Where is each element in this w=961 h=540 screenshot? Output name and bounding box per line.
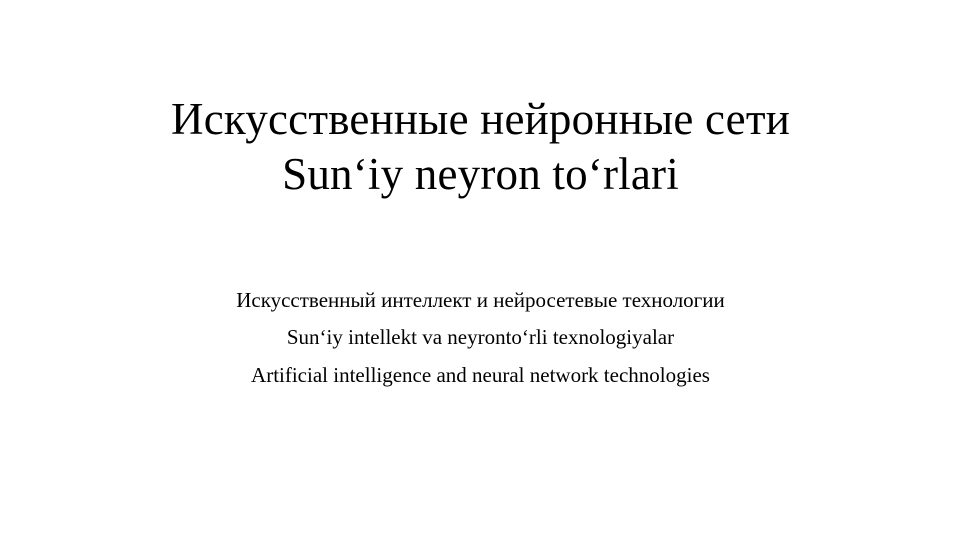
subtitle-line-uzbek: Sun‘iy intellekt va neyronto‘rli texnologiyalar (286, 325, 675, 350)
title-line-uzbek: Sun‘iy neyron to‘rlari (282, 148, 679, 199)
slide-subtitle (0, 282, 961, 394)
slide-title (0, 92, 961, 202)
subtitle-line-english: Artificial intelligence and neural network technologies (251, 362, 710, 387)
subtitle-line-russian: Искусственный интеллект и нейросетевые технологии (236, 288, 725, 312)
title-line-russian: Искусственные нейронные сети (171, 94, 790, 144)
